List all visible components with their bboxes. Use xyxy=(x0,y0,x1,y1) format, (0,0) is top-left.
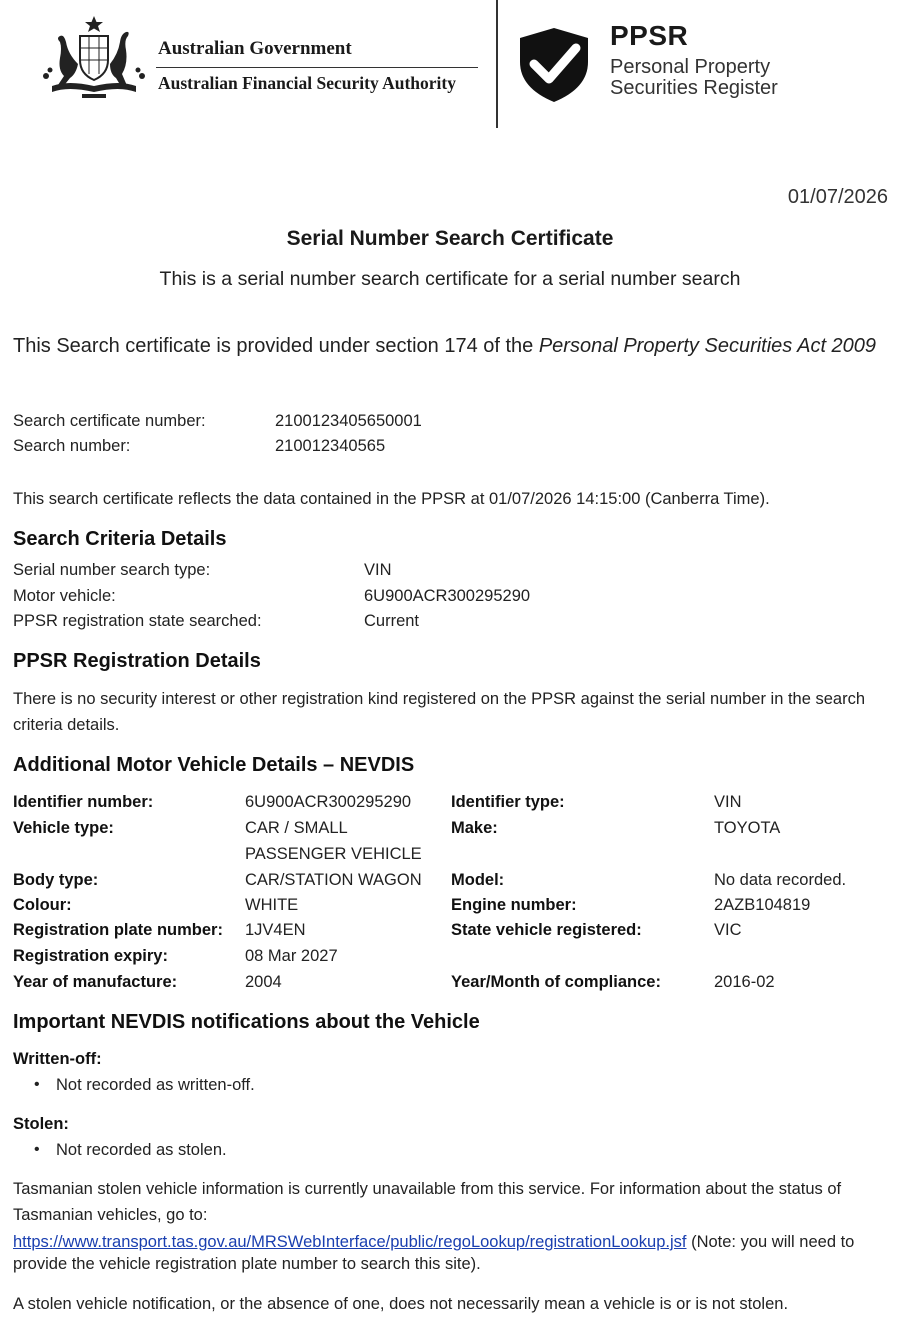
stolen-label: Stolen: xyxy=(13,1115,69,1133)
year-of-manufacture-value: 2004 xyxy=(245,973,282,991)
state-registered-value: VIC xyxy=(714,921,742,939)
make-value: TOYOTA xyxy=(714,819,781,837)
motor-vehicle-label: Motor vehicle: xyxy=(13,587,116,605)
engine-number-label: Engine number: xyxy=(451,896,577,914)
registration-state-label: PPSR registration state searched: xyxy=(13,612,262,630)
bullet-icon: • xyxy=(34,1141,40,1158)
cert-number-label: Search certificate number: xyxy=(13,412,206,430)
intro-statement xyxy=(13,334,893,359)
intro-text: This Search certificate is provided under section 174 of the xyxy=(13,335,539,357)
notifications-heading: Important NEVDIS notifications about the Vehicle xyxy=(13,1011,480,1033)
search-type-label: Serial number search type: xyxy=(13,561,211,579)
plate-number-label: Registration plate number: xyxy=(13,921,223,939)
registration-expiry-value: 08 Mar 2027 xyxy=(245,947,338,965)
vehicle-type-value-line1: CAR / SMALL xyxy=(245,819,348,837)
search-number-label: Search number: xyxy=(13,437,131,455)
registration-state-value: Current xyxy=(364,612,420,630)
header xyxy=(0,0,900,130)
ppsr-title: PPSR xyxy=(610,20,689,51)
certificate-subtitle: This is a serial number search certificate for a serial number search xyxy=(159,268,741,290)
certificate-title: Serial Number Search Certificate xyxy=(286,227,614,250)
compliance-label: Year/Month of compliance: xyxy=(451,973,661,991)
written-off-label: Written-off: xyxy=(13,1050,102,1068)
model-value: No data recorded. xyxy=(714,871,847,889)
colour-label: Colour: xyxy=(13,896,72,914)
tasmanian-link-note: (Note: you will need to provide the vehicle registration plate number to search this site). xyxy=(13,1233,855,1273)
stolen-disclaimer: A stolen vehicle notification, or the absence of one, does not necessarily mean a vehicle is or is not stolen. xyxy=(13,1295,789,1313)
model-label: Model: xyxy=(451,871,505,889)
motor-vehicle-value: 6U900ACR300295290 xyxy=(364,587,531,605)
registration-expiry-label: Registration expiry: xyxy=(13,947,168,965)
search-number-value: 210012340565 xyxy=(275,437,386,455)
ppsr-registration-heading: PPSR Registration Details xyxy=(13,650,261,672)
colour-value: WHITE xyxy=(245,896,299,914)
vehicle-type-label: Vehicle type: xyxy=(13,819,114,837)
vehicle-type-value-line2: PASSENGER VEHICLE xyxy=(245,845,422,863)
tasmanian-info-text: Tasmanian stolen vehicle information is currently unavailable from this service. For information about the status of Tasmanian vehicles, go to: xyxy=(13,1180,842,1224)
compliance-value: 2016-02 xyxy=(714,973,775,991)
government-name: Australian Government xyxy=(158,38,352,59)
state-registered-label: State vehicle registered: xyxy=(451,921,642,939)
header-divider-line xyxy=(156,67,478,68)
identifier-number-value: 6U900ACR300295290 xyxy=(245,793,412,811)
make-label: Make: xyxy=(451,819,498,837)
act-name: Personal Property Securities Act 2009 xyxy=(538,335,877,357)
coat-of-arms-icon xyxy=(38,14,150,100)
identifier-type-label: Identifier type: xyxy=(451,793,565,811)
written-off-status: Not recorded as written-off. xyxy=(56,1076,255,1094)
identifier-type-value: VIN xyxy=(714,793,742,811)
data-reflects-text: This search certificate reflects the data contained in the PPSR at 01/07/2026 14:15:00 (Canberra Time). xyxy=(13,490,770,508)
search-type-value: VIN xyxy=(364,561,392,579)
tasmanian-link-paragraph xyxy=(13,1231,893,1275)
ppsr-shield-check-icon xyxy=(514,26,594,104)
agency-name: Australian Financial Security Authority xyxy=(158,73,456,93)
header-vertical-divider xyxy=(496,0,498,128)
registration-details-text: There is no security interest or other registration kind registered on the PPSR against the serial number in the search criteria details. xyxy=(13,690,866,734)
tasmanian-lookup-link[interactable]: https://www.transport.tas.gov.au/MRSWebInterface/public/regoLookup/registrationLookup.jsf xyxy=(13,1233,687,1251)
ppsr-subtitle-line2: Securities Register xyxy=(610,77,778,99)
search-criteria-heading: Search Criteria Details xyxy=(13,528,227,550)
stolen-status: Not recorded as stolen. xyxy=(56,1141,227,1159)
engine-number-value: 2AZB104819 xyxy=(714,896,811,914)
body-type-label: Body type: xyxy=(13,871,99,889)
cert-number-value: 2100123405650001 xyxy=(275,412,422,430)
plate-number-value: 1JV4EN xyxy=(245,921,306,939)
identifier-number-label: Identifier number: xyxy=(13,793,154,811)
body-type-value: CAR/STATION WAGON xyxy=(245,871,422,889)
certificate-date: 01/07/2026 xyxy=(787,186,888,208)
ppsr-subtitle-line1: Personal Property xyxy=(610,56,771,78)
year-of-manufacture-label: Year of manufacture: xyxy=(13,973,178,991)
bullet-icon: • xyxy=(34,1076,40,1093)
nevdis-heading: Additional Motor Vehicle Details – NEVDIS xyxy=(13,754,415,776)
